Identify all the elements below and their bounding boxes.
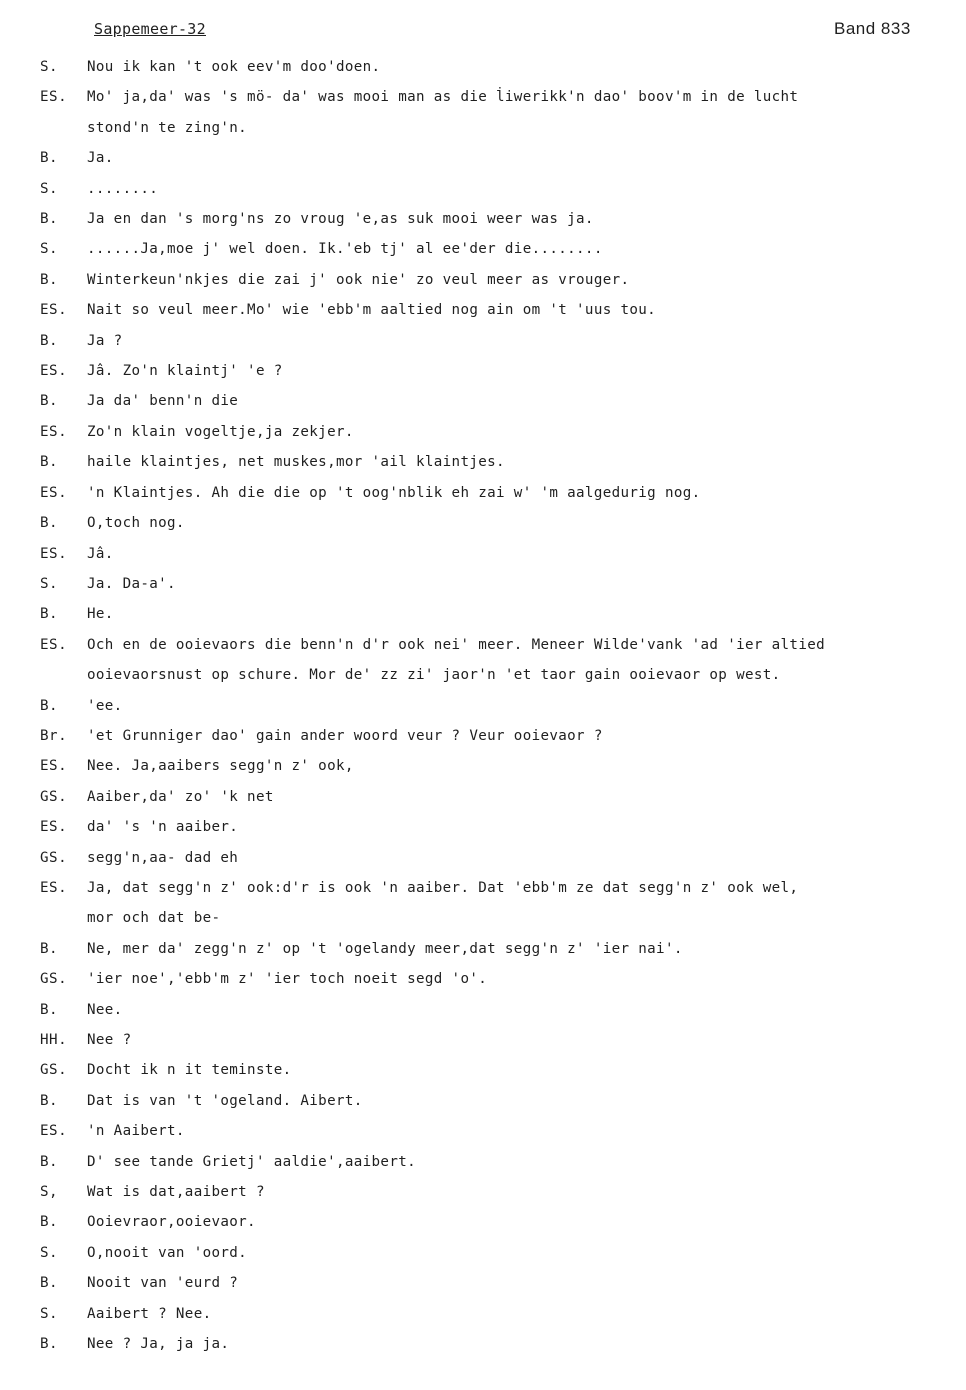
utterance-text: Nee.	[87, 1001, 123, 1018]
transcript-line	[40, 52, 960, 82]
utterance-text: D' see tande Grietj' aaldie',aaibert.	[87, 1153, 416, 1170]
speaker-label: B.	[40, 940, 59, 957]
transcript-line	[40, 599, 960, 629]
speaker-label: B.	[40, 271, 59, 288]
transcript-line	[40, 417, 960, 447]
transcript-line	[40, 508, 960, 538]
utterance-text: Nooit van 'eurd ?	[87, 1275, 239, 1292]
utterance-text: Docht ik n it teminste.	[87, 1062, 292, 1079]
transcript-line	[40, 873, 960, 934]
transcript-line	[40, 1086, 960, 1116]
transcript-line	[40, 934, 960, 964]
transcript-line	[40, 234, 960, 264]
speaker-label: B.	[40, 1214, 59, 1231]
transcript-line	[40, 539, 960, 569]
utterance-text: Ooievraor,ooievaor.	[87, 1214, 256, 1231]
transcript-line	[40, 143, 960, 173]
utterance-text: Nee ? Ja, ja ja.	[87, 1336, 230, 1353]
utterance-text: segg'n,aa- dad eh	[87, 849, 239, 866]
utterance-text: Mo' ja,da' was 's mö- da' was mooi man as die l̇iwerikk'n dao' boov'm in de lucht stond'n te zing'n.	[87, 89, 799, 136]
band-number: Band 833	[834, 19, 911, 38]
speaker-label: ES.	[40, 363, 68, 380]
document-title: Sappemeer-32	[94, 20, 206, 38]
utterance-text: Nou ik kan 't ook eev'm doo'doen.	[87, 59, 381, 75]
transcript-line	[40, 964, 960, 994]
utterance-text: Aaibert ? Nee.	[87, 1305, 212, 1322]
speaker-label: B.	[40, 393, 59, 410]
transcript-line	[40, 326, 960, 356]
speaker-label: S.	[40, 575, 59, 592]
transcript-line	[40, 843, 960, 873]
transcript-line	[40, 691, 960, 721]
speaker-label: ES.	[40, 636, 68, 653]
utterance-text: da' 's 'n aaiber.	[87, 819, 239, 836]
transcript-line	[40, 782, 960, 812]
transcript-line	[40, 1268, 960, 1298]
utterance-text: Jâ. Zo'n klaintj' 'e ?	[87, 363, 283, 380]
transcript-line	[40, 1329, 960, 1359]
transcript-line	[40, 1147, 960, 1177]
transcript-line	[40, 1116, 960, 1146]
utterance-text: Winterkeun'nkjes die zai j' ook nie' zo veul meer as vrouger.	[87, 271, 630, 288]
speaker-label: S.	[40, 1244, 59, 1261]
speaker-label: B.	[40, 211, 59, 228]
utterance-text: Ja ?	[87, 332, 123, 349]
speaker-label: Br.	[40, 727, 68, 744]
transcript-line	[40, 265, 960, 295]
speaker-label: B.	[40, 1001, 59, 1018]
transcript-line	[40, 995, 960, 1025]
transcript-line	[40, 1299, 960, 1329]
utterance-text: Wat is dat,aaibert ?	[87, 1184, 265, 1201]
utterance-text: Nee. Ja,aaibers segg'n z' ook,	[87, 758, 354, 775]
speaker-label: B.	[40, 454, 59, 471]
speaker-label: B.	[40, 1275, 59, 1292]
utterance-text: Ja en dan 's morg'ns zo vroug 'e,as suk mooi weer was ja.	[87, 211, 594, 228]
speaker-label: GS.	[40, 971, 68, 988]
speaker-label: S,	[40, 1184, 59, 1201]
speaker-label: B.	[40, 606, 59, 623]
transcript-line	[40, 478, 960, 508]
utterance-text: Dat is van 't 'ogeland. Aibert.	[87, 1092, 363, 1109]
transcript-line	[40, 386, 960, 416]
utterance-text: 'ee.	[87, 697, 123, 714]
speaker-label: ES.	[40, 89, 68, 106]
utterance-text: 'ier noe','ebb'm z' 'ier toch noeit segd 'o'.	[87, 971, 488, 988]
transcript	[40, 52, 960, 1359]
speaker-label: B.	[40, 515, 59, 532]
speaker-label: B.	[40, 1092, 59, 1109]
speaker-label: B.	[40, 697, 59, 714]
utterance-text: Nait so veul meer.Mo' wie 'ebb'm aaltied nog ain om 't 'uus tou.	[87, 302, 657, 319]
utterance-text: 'n Aaibert.	[87, 1123, 185, 1140]
utterance-text: Ja. Da-a'.	[87, 575, 176, 592]
speaker-label: B.	[40, 1153, 59, 1170]
speaker-label: HH.	[40, 1032, 68, 1048]
transcript-line	[40, 1238, 960, 1268]
utterance-text: 'et Grunniger dao' gain ander woord veur ? Veur ooievaor ?	[87, 727, 603, 744]
transcript-line	[40, 356, 960, 386]
utterance-text: Jâ.	[87, 545, 114, 562]
utterance-text: haile klaintjes, net muskes,mor 'ail klaintjes.	[87, 454, 505, 471]
speaker-label: ES.	[40, 302, 68, 319]
speaker-label: S.	[40, 180, 59, 197]
speaker-label: ES.	[40, 879, 68, 896]
utterance-text: Ja da' benn'n die	[87, 393, 239, 410]
speaker-label: B.	[40, 150, 59, 167]
transcript-line	[40, 812, 960, 842]
transcript-line	[40, 1025, 960, 1055]
utterance-text: Zo'n klain vogeltje,ja zekjer.	[87, 423, 354, 440]
transcript-line	[40, 204, 960, 234]
utterance-text: O,nooit van 'oord.	[87, 1244, 248, 1261]
speaker-label: ES.	[40, 1123, 68, 1140]
utterance-text: O,toch nog.	[87, 515, 185, 532]
speaker-label: GS.	[40, 849, 68, 866]
transcript-line	[40, 447, 960, 477]
utterance-text: Nee ?	[87, 1032, 132, 1048]
speaker-label: ES.	[40, 758, 68, 775]
transcript-line	[40, 174, 960, 204]
speaker-label: GS.	[40, 788, 68, 805]
speaker-label: ES.	[40, 545, 68, 562]
utterance-text: ......Ja,moe j' wel doen. Ik.'eb tj' al ee'der die........	[87, 241, 603, 258]
transcript-line	[40, 1055, 960, 1085]
speaker-label: S.	[40, 241, 59, 258]
transcript-line	[40, 569, 960, 599]
transcript-line	[40, 1177, 960, 1207]
utterance-text: Ne, mer da' zegg'n z' op 't 'ogelandy meer,dat segg'n z' 'ier nai'.	[87, 940, 683, 957]
transcript-line	[40, 1207, 960, 1237]
utterance-text: He.	[87, 606, 114, 623]
transcript-line	[40, 751, 960, 781]
speaker-label: ES.	[40, 484, 68, 501]
utterance-text: Och en de ooievaors die benn'n d'r ook nei' meer. Meneer Wilde'vank 'ad 'ier altied ooievaorsnust op schure. Mor de' zz zi' jaor'n 'et taor gain ooievaor op west.	[87, 636, 826, 684]
speaker-label: ES.	[40, 423, 68, 440]
speaker-label: ES.	[40, 819, 68, 836]
transcript-line	[40, 295, 960, 325]
utterance-text: Ja.	[87, 150, 114, 167]
utterance-text: Ja, dat segg'n z' ook:d'r is ook 'n aaiber. Dat 'ebb'm ze dat segg'n z' ook wel, mor och dat be-	[87, 879, 799, 927]
utterance-text: Aaiber,da' zo' 'k net	[87, 788, 274, 805]
transcript-line	[40, 82, 960, 143]
transcript-line	[40, 630, 960, 691]
speaker-label: S.	[40, 1305, 59, 1322]
speaker-label: S.	[40, 59, 59, 75]
speaker-label: B.	[40, 1336, 59, 1353]
speaker-label: GS.	[40, 1062, 68, 1079]
transcript-line	[40, 721, 960, 751]
speaker-label: B.	[40, 332, 59, 349]
utterance-text: ........	[87, 180, 159, 197]
utterance-text: 'n Klaintjes. Ah die die op 't oog'nblik eh zai w' 'm aalgedurig nog.	[87, 484, 701, 501]
